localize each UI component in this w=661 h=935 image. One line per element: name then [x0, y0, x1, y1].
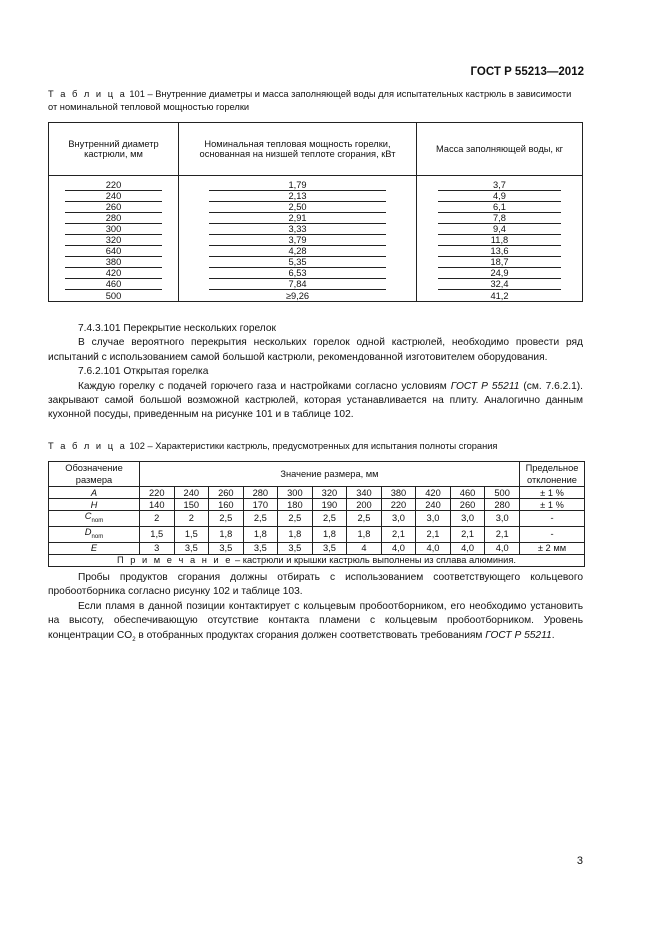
- table-cell: 280: [243, 487, 278, 499]
- table-cell: 380: [49, 257, 179, 268]
- table-cell: 340: [347, 487, 382, 499]
- table-cell: 260: [450, 499, 485, 511]
- page-number: 3: [576, 855, 583, 867]
- table1: [48, 122, 583, 302]
- table-cell: 2,50: [179, 202, 417, 213]
- table-row: [49, 268, 583, 279]
- table-cell: 4,28: [179, 246, 417, 257]
- table-cell: 240: [174, 487, 209, 499]
- document-header: ГОСТ Р 55213—2012: [470, 66, 584, 78]
- tolerance-cell: ± 2 мм: [520, 542, 585, 554]
- tolerance-cell: ± 1 %: [520, 487, 585, 499]
- table-cell: 380: [381, 487, 416, 499]
- table-row: [49, 526, 585, 542]
- table-cell: 160: [209, 499, 244, 511]
- table-cell: 2,1: [416, 526, 451, 542]
- size-designation: H: [49, 499, 140, 511]
- table-cell: 5,35: [179, 257, 417, 268]
- table-cell: 300: [49, 224, 179, 235]
- table-cell: 1,5: [174, 526, 209, 542]
- table-cell: 220: [140, 487, 175, 499]
- table-cell: 260: [209, 487, 244, 499]
- table-cell: 1,5: [140, 526, 175, 542]
- table-cell: 4,0: [381, 542, 416, 554]
- table2: [48, 461, 585, 567]
- table-cell: 24,9: [417, 268, 583, 279]
- table-cell: 3,5: [312, 542, 347, 554]
- table-cell: 2: [140, 511, 175, 527]
- table-cell: 320: [49, 235, 179, 246]
- table-cell: 2,5: [243, 511, 278, 527]
- table-cell: 220: [381, 499, 416, 511]
- table-cell: 3,5: [174, 542, 209, 554]
- table-cell: 420: [416, 487, 451, 499]
- table-cell: 2,13: [179, 191, 417, 202]
- table-row: [49, 202, 583, 213]
- table-row: [49, 246, 583, 257]
- table2-caption: Т а б л и ц а 102 – Характеристики кастрюль, предусмотренных для испытания полноты сгорания: [48, 441, 498, 451]
- table-row: [49, 279, 583, 290]
- table-row: [49, 487, 585, 499]
- table-cell: 3,79: [179, 235, 417, 246]
- table-cell: 500: [485, 487, 520, 499]
- table-cell: 2,1: [485, 526, 520, 542]
- table-cell: 1,8: [209, 526, 244, 542]
- table-cell: 1,8: [312, 526, 347, 542]
- table-row: [49, 290, 583, 302]
- table-cell: 3,5: [209, 542, 244, 554]
- table-cell: 180: [278, 499, 313, 511]
- table-cell: 170: [243, 499, 278, 511]
- table-row: [49, 499, 585, 511]
- table-cell: 7,8: [417, 213, 583, 224]
- table-cell: 6,53: [179, 268, 417, 279]
- table-cell: 4: [347, 542, 382, 554]
- tolerance-cell: -: [520, 511, 585, 527]
- table-cell: 1,79: [179, 180, 417, 191]
- table-cell: 2,91: [179, 213, 417, 224]
- t1-col-power: Номинальная тепловая мощность горелки, основанная на низшей теплоте сгорания, кВт: [179, 123, 417, 176]
- table-row: [49, 235, 583, 246]
- table2-note: П р и м е ч а н и е – кастрюли и крышки кастрюль выполнены из сплава алюминия.: [49, 554, 585, 566]
- table-cell: 2,5: [312, 511, 347, 527]
- table-cell: 3,0: [450, 511, 485, 527]
- table-cell: 3,0: [485, 511, 520, 527]
- table-row: [49, 511, 585, 527]
- table-cell: 2: [174, 511, 209, 527]
- table-cell: 420: [49, 268, 179, 279]
- table-cell: 3,33: [179, 224, 417, 235]
- tolerance-cell: ± 1 %: [520, 499, 585, 511]
- table-cell: 7,84: [179, 279, 417, 290]
- table-cell: 13,6: [417, 246, 583, 257]
- table-cell: 140: [140, 499, 175, 511]
- table-cell: 640: [49, 246, 179, 257]
- table-cell: 2,5: [278, 511, 313, 527]
- t2-col-value: Значение размера, мм: [140, 462, 520, 487]
- table-cell: 1,8: [278, 526, 313, 542]
- table-cell: 2,1: [381, 526, 416, 542]
- table-cell: 1,8: [243, 526, 278, 542]
- size-designation: $C_{nom}$: [49, 511, 140, 527]
- table-cell: 2,1: [450, 526, 485, 542]
- table-cell: 18,7: [417, 257, 583, 268]
- table-cell: 260: [49, 202, 179, 213]
- table-cell: 32,4: [417, 279, 583, 290]
- size-designation: A: [49, 487, 140, 499]
- table-cell: 280: [485, 499, 520, 511]
- table-cell: 2,5: [347, 511, 382, 527]
- size-designation: $D_{nom}$: [49, 526, 140, 542]
- table-cell: 500: [49, 290, 179, 302]
- table-row: [49, 213, 583, 224]
- section-7431: 7.4.3.101 Перекрытие нескольких горелок В случае вероятного перекрытия нескольких горелок одной кастрюлей, необходимо провести ряд испытаний с использованием самой большой кастрюли, рекомендованной изготовителем оборудования. 7.6.2.101 Открытая горелка Каждую горелку с подачей горючего газа и настройками согласно условиям ГОСТ Р 55211 (см. 7.6.2.1). закрывают самой большой возможной кастрюлей, которая устанавливается на плиту. Аналогично данным кухонной посуды, приведенным на рисунке 101 и в таблице 102.: [48, 323, 583, 421]
- table-cell: 240: [416, 499, 451, 511]
- table-cell: 190: [312, 499, 347, 511]
- closing-paragraphs: Пробы продуктов сгорания должны отбирать с использованием соответствующего кольцевого пробоотборника согласно рисунку 102 и таблице 103. Если пламя в данной позиции контактирует с кольцевым пробоотборником, его необходимо установить на высоту, обеспечивающую отсутствие контакта пламени с кольцевым пробоотборником. Уровень концентрации $CO_2$ в отобранных продуктах сгорания должен соответствовать требованиям ГОСТ Р 55211.: [48, 572, 583, 643]
- t2-col-designation: Обозначение размера: [49, 462, 140, 487]
- table-cell: 220: [49, 180, 179, 191]
- table-cell: 3,0: [381, 511, 416, 527]
- table-cell: 3,5: [243, 542, 278, 554]
- table-row: [49, 180, 583, 191]
- size-designation: E: [49, 542, 140, 554]
- table-cell: 280: [49, 213, 179, 224]
- table-cell: 4,0: [416, 542, 451, 554]
- table-cell: 2,5: [209, 511, 244, 527]
- table-cell: 9,4: [417, 224, 583, 235]
- table-cell: ≥9,26: [179, 290, 417, 302]
- table-cell: 300: [278, 487, 313, 499]
- table-cell: 150: [174, 499, 209, 511]
- table-cell: 240: [49, 191, 179, 202]
- table-cell: 460: [49, 279, 179, 290]
- table-row: [49, 257, 583, 268]
- table-cell: 3,7: [417, 180, 583, 191]
- table-cell: 11,8: [417, 235, 583, 246]
- table-cell: 3,5: [278, 542, 313, 554]
- table-cell: 6,1: [417, 202, 583, 213]
- t2-col-tolerance: Предельное отклонение: [520, 462, 585, 487]
- tolerance-cell: -: [520, 526, 585, 542]
- table-row: [49, 542, 585, 554]
- table-cell: 320: [312, 487, 347, 499]
- table-cell: 4,0: [450, 542, 485, 554]
- table-row: [49, 224, 583, 235]
- table-cell: 3,0: [416, 511, 451, 527]
- table-cell: 3: [140, 542, 175, 554]
- table1-caption: Т а б л и ц а 101 – Внутренние диаметры и масса заполняющей воды для испытательных кастрюль в зависимости от номинальной тепловой мощностью горелки: [48, 89, 572, 112]
- t1-col-diameter: Внутренний диаметр кастрюли, мм: [49, 123, 179, 176]
- table-row: [49, 191, 583, 202]
- table-cell: 460: [450, 487, 485, 499]
- table-cell: 1,8: [347, 526, 382, 542]
- table-cell: 4,9: [417, 191, 583, 202]
- table-cell: 4,0: [485, 542, 520, 554]
- t1-col-water: Масса заполняющей воды, кг: [417, 123, 583, 176]
- table-cell: 41,2: [417, 290, 583, 302]
- table-cell: 200: [347, 499, 382, 511]
